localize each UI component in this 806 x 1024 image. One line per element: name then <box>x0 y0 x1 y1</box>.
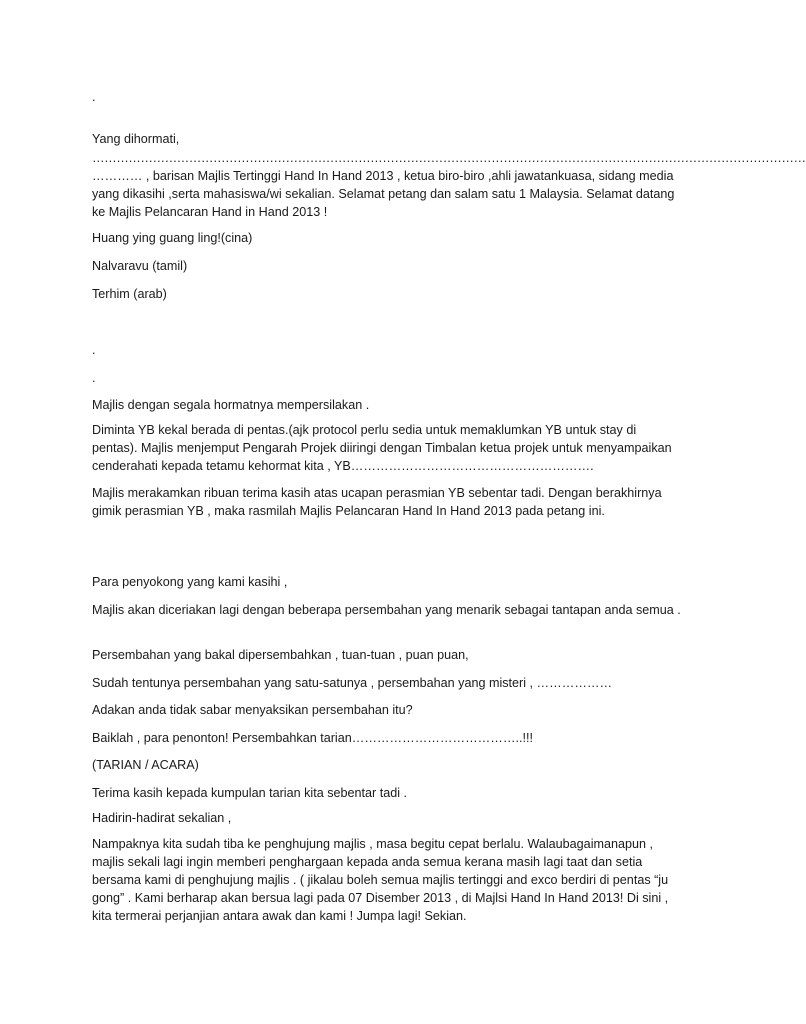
paragraph-misteri: Sudah tentunya persembahan yang satu-satunya , persembahan yang misteri , ……………… <box>92 676 613 690</box>
paragraph-hadirin: Hadirin-hadirat sekalian , <box>92 811 232 825</box>
stray-dot-1: . <box>92 343 96 357</box>
paragraph-terima-kasih-yb: Majlis merakamkan ribuan terima kasih atas ucapan perasmian YB sebentar tadi. Dengan berakhirnya gimik perasmian YB , maka rasmilah Majlis Pelancaran Hand In Hand 2013 pada petang ini. <box>92 486 662 518</box>
paragraph-tarian-acara: (TARIAN / ACARA) <box>92 758 199 772</box>
dotted-line: …………………………………………………………………………………………………………………………………………………………… <box>92 151 806 165</box>
paragraph-persembahan: Persembahan yang bakal dipersembahkan , tuan-tuan , puan puan, <box>92 648 469 662</box>
paragraph-kumpulan-tarian: Terima kasih kepada kumpulan tarian kita sebentar tadi . <box>92 786 408 800</box>
paragraph-mempersilakan: Majlis dengan segala hormatnya mempersilakan . <box>92 398 370 412</box>
paragraph-penghujung: Nampaknya kita sudah tiba ke penghujung majlis , masa begitu cepat berlalu. Walaubagaimanapun , majlis sekali lagi ingin memberi penghargaan kepada anda semua kerana masih lagi taat dan setia bersama kami di penghujung majlis . ( jikalau boleh semua majlis tertinggi and exco berdiri di pentas “ju gong” . Kami berharap akan bersua lagi pada 07 Disember 2013 , di Majlsi Hand In Hand 2013! Di sini , kita termerai perjanjian antara awak dan kami ! Jumpa lagi! Sekian. <box>92 837 669 923</box>
paragraph-welcome: ………… , barisan Majlis Tertinggi Hand In Hand 2013 , ketua biro-biro ,ahli jawatankuasa, sidang media yang dikasihi ,serta mahasiswa/wi sekalian. Selamat petang dan salam satu 1 Malaysia. Selamat datang ke Majlis Pelancaran Hand in Hand 2013 ! <box>92 169 675 219</box>
paragraph-baiklah: Baiklah , para penonton! Persembahkan tarian…………………………………..!!! <box>92 731 533 745</box>
paragraph-ceriakan: Majlis akan diceriakan lagi dengan beberapa persembahan yang menarik sebagai tantapan anda semua . <box>92 603 681 617</box>
greeting-arab: Terhim (arab) <box>92 287 167 301</box>
paragraph-penyokong: Para penyokong yang kami kasihi , <box>92 575 288 589</box>
greeting-cina: Huang ying guang ling!(cina) <box>92 231 253 245</box>
greeting: Yang dihormati, <box>92 132 180 146</box>
paragraph-sabar: Adakan anda tidak sabar menyaksikan persembahan itu? <box>92 703 413 717</box>
stray-dot-top: . <box>92 90 96 104</box>
greeting-tamil: Nalvaravu (tamil) <box>92 259 188 273</box>
paragraph-yb: Diminta YB kekal berada di pentas.(ajk protocol perlu sedia untuk memaklumkan YB untuk stay di pentas). Majlis menjemput Pengarah Projek diiringi dengan Timbalan ketua projek untuk menyampaikan cenderahati kepada tetamu kehormat kita , YB…………………………………………………. <box>92 423 672 473</box>
stray-dot-2: . <box>92 371 96 385</box>
